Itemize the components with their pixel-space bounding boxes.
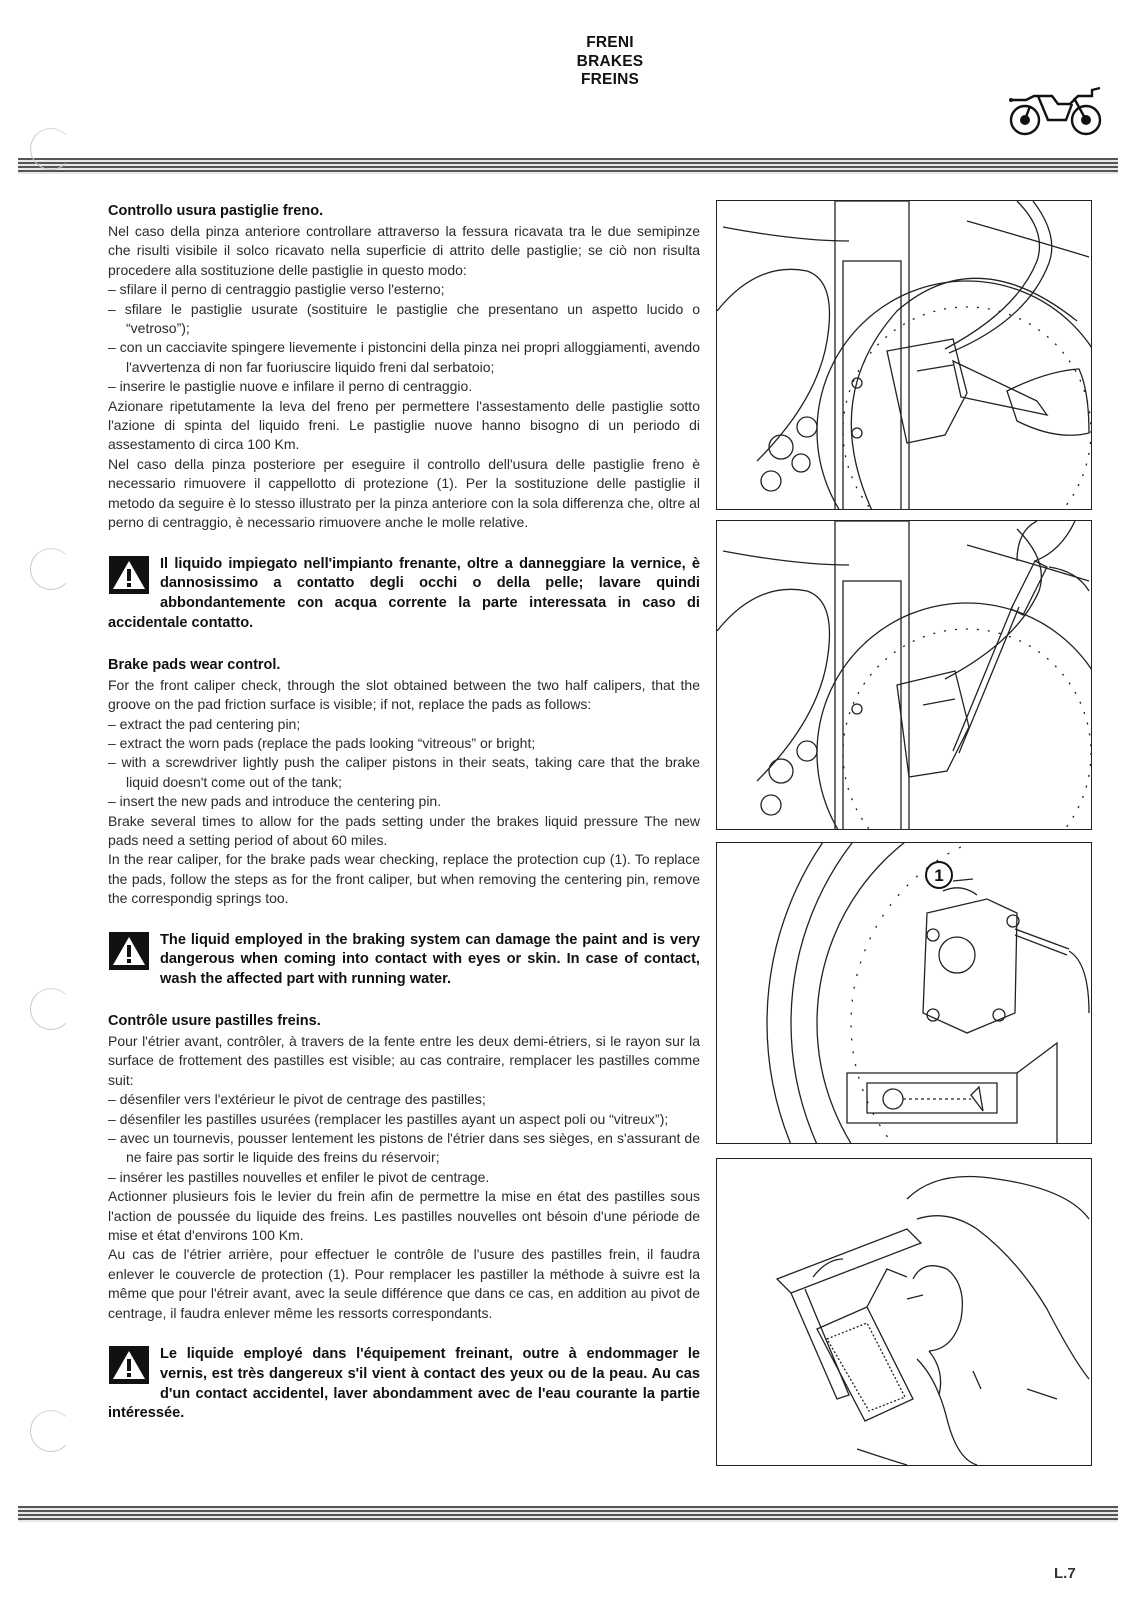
header-title-fr: FREINS xyxy=(580,71,640,88)
list-item: – désenfiler vers l'extérieur le pivot de centrage des pastilles; xyxy=(108,1091,486,1108)
list-item: – extract the pad centering pin; xyxy=(108,715,301,732)
list-item: – with a screwdriver lightly push the caliper pistons in their seats, taking care that the brake liquid doesn't come out of the tank; xyxy=(108,754,700,790)
figure-pad-measurement xyxy=(716,1158,1092,1466)
paragraph-intro-fr: Pour l'étrier avant, contrôler, à travers de la fente entre les deux demi-étriers, si le rayon sur la surface de frottement des pastilles est visible; au cas contraire, remplacer les pastilles comme suit: xyxy=(108,1032,700,1088)
header-title-it: FRENI xyxy=(586,34,634,51)
list-item: – insert the new pads and introduce the centering pin. xyxy=(108,793,442,810)
warning-text-en: The liquid employed in the braking system can damage the paint and is very dangerous when coming into contact with eyes or skin. In case of contact, wash the affected part with running water. xyxy=(160,931,700,988)
motorcycle-icon xyxy=(1008,84,1108,138)
binder-hole xyxy=(30,128,72,170)
section-title-it: Controllo usura pastiglie freno. xyxy=(108,203,324,219)
front-caliper-illustration xyxy=(717,201,1091,509)
list-item: – inserire le pastiglie nuove e infilare il perno di centraggio. xyxy=(108,378,473,395)
warning-triangle-icon xyxy=(108,931,150,971)
warning-triangle-icon xyxy=(108,555,150,595)
figure-front-caliper-pin-removal xyxy=(716,200,1092,510)
binder-hole xyxy=(30,548,72,590)
page-number: L.7 xyxy=(1054,1565,1076,1582)
rear-caliper-illustration xyxy=(717,843,1091,1143)
screwdriver-illustration xyxy=(717,521,1091,829)
text-column xyxy=(108,202,700,1446)
steps-list-fr xyxy=(108,1090,700,1187)
section-english xyxy=(108,656,700,990)
callout-number-label: 1 xyxy=(934,866,944,885)
page-header-titles xyxy=(0,34,1137,90)
paragraph-en-3: In the rear caliper, for the brake pads wear checking, replace the protection cup (1). To replace the pads, follow the steps as for the front caliper, but when removing the centering pin, remove the correspondig springs too. xyxy=(108,851,700,907)
list-item: – extract the worn pads (replace the pads looking “vitreous” or bright; xyxy=(108,734,536,751)
header-title-en: BRAKES xyxy=(576,52,644,70)
list-item: – sfilare le pastiglie usurate (sostituire le pastiglie che presentano un aspetto lucido o “vetroso”); xyxy=(108,300,700,337)
steps-list-en xyxy=(108,715,700,812)
section-title-en: Brake pads wear control. xyxy=(108,656,281,673)
header-rule xyxy=(18,158,1118,174)
binder-hole xyxy=(30,988,72,1030)
section-french xyxy=(108,1012,700,1424)
binder-hole xyxy=(30,1410,72,1452)
paragraph-intro-it: Nel caso della pinza anteriore controllare attraverso la fessura ricavata tra le due semipinze che risulti visibile il solco ricavato nella superficie di attrito delle pastiglie; se ciò non risulta procedere alla sostituzione delle pastiglie in questo modo: xyxy=(108,223,700,278)
section-title-fr: Contrôle usure pastilles freins. xyxy=(108,1012,321,1029)
footer-rule xyxy=(18,1506,1118,1522)
list-item: – con un cacciavite spingere lievemente i pistoncini della pinza nei propri alloggiamenti, avendo l'avvertenza di non far fuoriuscire liquido freni dal serbatoio; xyxy=(108,339,700,375)
warning-triangle-icon xyxy=(108,1345,150,1385)
pad-measurement-illustration xyxy=(717,1159,1091,1465)
warning-text-fr: Le liquide employé dans l'équipement freinant, outre à endommager le vernis, est très dangereux s'il vient à contact des yeux ou de la peau. Au cas d'un contact accidentel, laver abondamment avec de l'eau courante la partie intéressée. xyxy=(108,1346,700,1422)
paragraph-intro-en: For the front caliper check, through the slot obtained between the two half calipers, that the groove on the pad friction surface is visible; if not, replace the pads as follows: xyxy=(108,676,700,713)
steps-list-it xyxy=(108,280,700,396)
paragraph-fr-3: Au cas de l'étrier arrière, pour effectuer le contrôle de l'usure des pastilles frein, il faudra enlever le couvercle de protection (1). Pour remplacer les pastiller la méthode à suivre est la même que pour l'étreir avant, avec la seule différence que dans ce cas, en addition au pivot de centrage, il faudra enlever même les ressorts correspondants. xyxy=(108,1246,700,1321)
list-item: – sfilare il perno di centraggio pastiglie verso l'esterno; xyxy=(108,281,445,298)
list-item: – désenfiler les pastilles usurées (remplacer les pastilles ayant un aspect poli ou “vitreux”); xyxy=(108,1110,669,1127)
warning-block-fr xyxy=(108,1345,700,1424)
section-italian xyxy=(108,202,700,634)
figure-rear-caliper xyxy=(716,842,1092,1144)
warning-text-it: Il liquido impiegato nell'impianto frenante, oltre a danneggiare la vernice, è dannosissimo a contatto degli occhi o della pelle; lavare quindi abbondantemente con acqua corrente la parte interessata in caso di accidentale contatto. xyxy=(108,555,700,631)
list-item: – insérer les pastilles nouvelles et enfiler le pivot de centrage. xyxy=(108,1168,490,1185)
warning-block-it xyxy=(108,555,700,634)
warning-block-en xyxy=(108,931,700,990)
list-item: – avec un tournevis, pousser lentement les pistons de l'étrier dans ses sièges, en s'assurant de ne faire pas sortir le liquide des freins du réservoir; xyxy=(108,1129,700,1166)
paragraph-fr-2: Actionner plusieurs fois le levier du frein afin de permettre la mise en état des pastilles sous l'action de poussée du liquide des freins. Les pastilles nouvelles ont bésoin d'une période de mise et état d'environs 100 Km. xyxy=(108,1188,700,1244)
paragraph-it-3: Nel caso della pinza posteriore per eseguire il controllo dell'usura delle pastiglie freno è necessario rimuovere il cappellotto di protezione (1). Per la sostituzione delle pastiglie il metodo da seguire è lo stesso illustrato per la pinza anteriore con la sola differenza che, oltre al perno di centraggio, è necessario rimuovere anche le molle relative. xyxy=(108,455,700,531)
paragraph-en-2: Brake several times to allow for the pads setting under the brakes liquid pressure The new pads need a setting period of about 60 miles. xyxy=(108,812,700,848)
paragraph-it-2: Azionare ripetutamente la leva del freno per permettere l'assestamento delle pastiglie sotto l'azione di spinta del liquido freni. Le pastiglie nuove hanno bisogno di un periodo di assestamento di circa 100 Km. xyxy=(108,397,700,453)
figure-push-pistons xyxy=(716,520,1092,830)
